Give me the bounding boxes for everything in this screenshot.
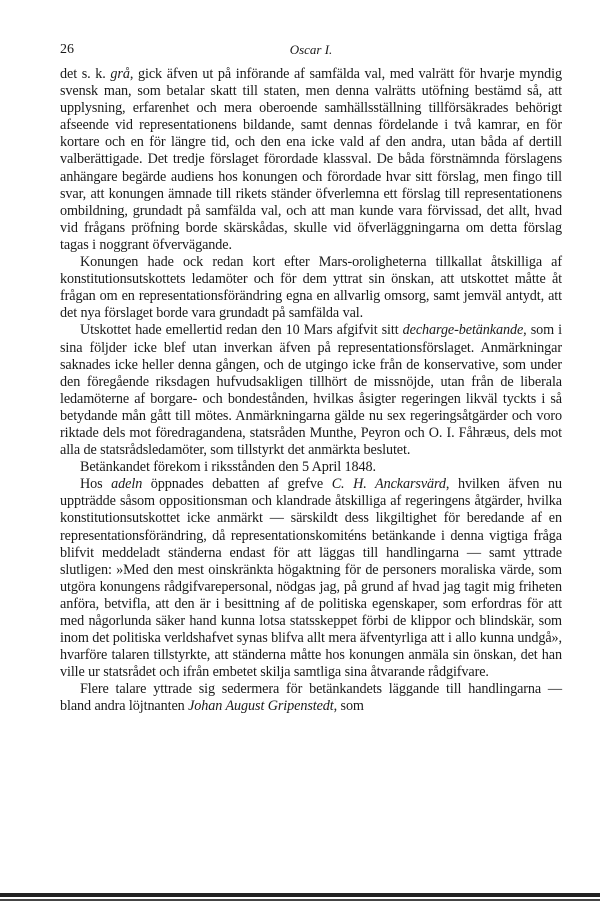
paragraph-6: Flere talare yttrade sig sedermera för betänkandets läggande till handlingarna — bland andra löjtnanten Johan August Gripenstedt, som — [60, 681, 562, 715]
page-header — [60, 42, 562, 62]
bottom-rule — [0, 893, 600, 897]
emphasis: decharge-betänkande — [402, 322, 524, 339]
paragraph-4: Betänkandet förekom i riksstånden den 5 April 1848. — [80, 459, 376, 476]
emphasis: C. H. Anckarsvärd — [331, 476, 446, 493]
emphasis: adeln — [111, 476, 143, 493]
paragraph-2: Konungen hade ock redan kort efter Mars-oroligheterna tillkallat åtskilliga af konstitutionsutskottets ledamöter och för dem yttrat sin önskan, att utskottet måtte åt frågan om en representationsförändring egna en allvarlig omsorg, samt jemväl antydt, att det nya förslaget borde vara grundadt på samfälda val. — [60, 254, 562, 322]
page-number: 26 — [60, 42, 74, 57]
paragraph-3: Utskottet hade emellertid redan den 10 Mars afgifvit sitt decharge-betänkande, som i sina följder icke blef utan inverkan äfven på representationsförslaget. Anmärkningar saknades icke heller denna gången, och de utgingo icke från de konservative, som under den föregående riksdagen hufvudsakligen tillhört de missnöjde, utan från de liberala ledamöterne af borgare- och bondestånden, hvilkas åsigter regeringen likväl tyckts i så betydande mån gått till mötes. Anmärkningarna gälde nu sex regeringsåtgärder och voro riktade dels mot föredragandena, statsråden Munthe, Peyron och O. I. Fåhræus, dels mot alla de statsrådsledamöter, som tillstyrkt det anmärkta beslutet. — [60, 322, 562, 459]
paragraph-1: det s. k. grå, gick äfven ut på införande af samfälda val, med valrätt för hvarje myndig svensk man, som betalar skatt till staten, men denna valrätts utöfning bestämd så, att upplysning, erfarenhet och mera oberoende samhällsställning tillförsäkrades behörigt afseende vid representationens bildande, samt dennas fördelande i två kamrar, en för kortare och en för längre tid, och den ena icke vald af den andra, utan båda af dertill valberättigade. Det tredje förslaget förordade klassval. De båda förstnämnda förslagens anhängare begärde audiens hos konungen och förordade hvar sitt förslag, men fingo till svar, att konungen ämnade till rikets ständer öfverlemna ett förslag till representationens ombildning, grundadt på samfälda val, och att man kunde vara förvissad, det allt, hvad vid frågans pröfning borde skärskådas, skulle vid öfverläggningarna om detta förslag tagas i noggrant öfvervägande. — [60, 66, 562, 253]
paragraph-5: Hos adeln öppnades debatten af grefve C. H. Anckarsvärd, hvilken äfven nu uppträdde såsom oppositionsman och klandrade åtskilliga af regeringens åtgärder, hvilka konstitutionsutskottet icke anmärkt — särskildt dess likgiltighet för beredande af en representationsförändring, då representationskomiténs betänkande i denna vigtiga fråga blifvit meddeladt ständerna endast för att läggas till handlingarna — samt yttrade slutligen: »Med den mest oinskränkta högaktning för de personers moraliska värde, som utgöra konungens rådgifvarepersonal, nödgas jag, på grund af hvad jag tagit mig friheten anföra, betvifla, att den är i besittning af de politiska egenskaper, som erfordras för att med någorlunda säker hand kunna lotsa statsskeppet förbi de klippor och blindskär, som inom det politiska verldshafvet synas blifva allt mera äfventyrliga att i allo kunna undgå», hvarföre talaren tillstyrkte, att ständerna måtte hos konungen anmäla sin önskan, det han ville ur statsrådet och ifrån embetet skilja samtliga sina åtvarande rådgifvare. — [60, 476, 562, 681]
body-text — [60, 66, 562, 716]
running-title: Oscar I. — [289, 42, 333, 57]
bottom-rule-thin — [0, 899, 600, 901]
emphasis: Johan August Gripenstedt — [188, 698, 334, 715]
emphasis: grå — [110, 66, 130, 82]
